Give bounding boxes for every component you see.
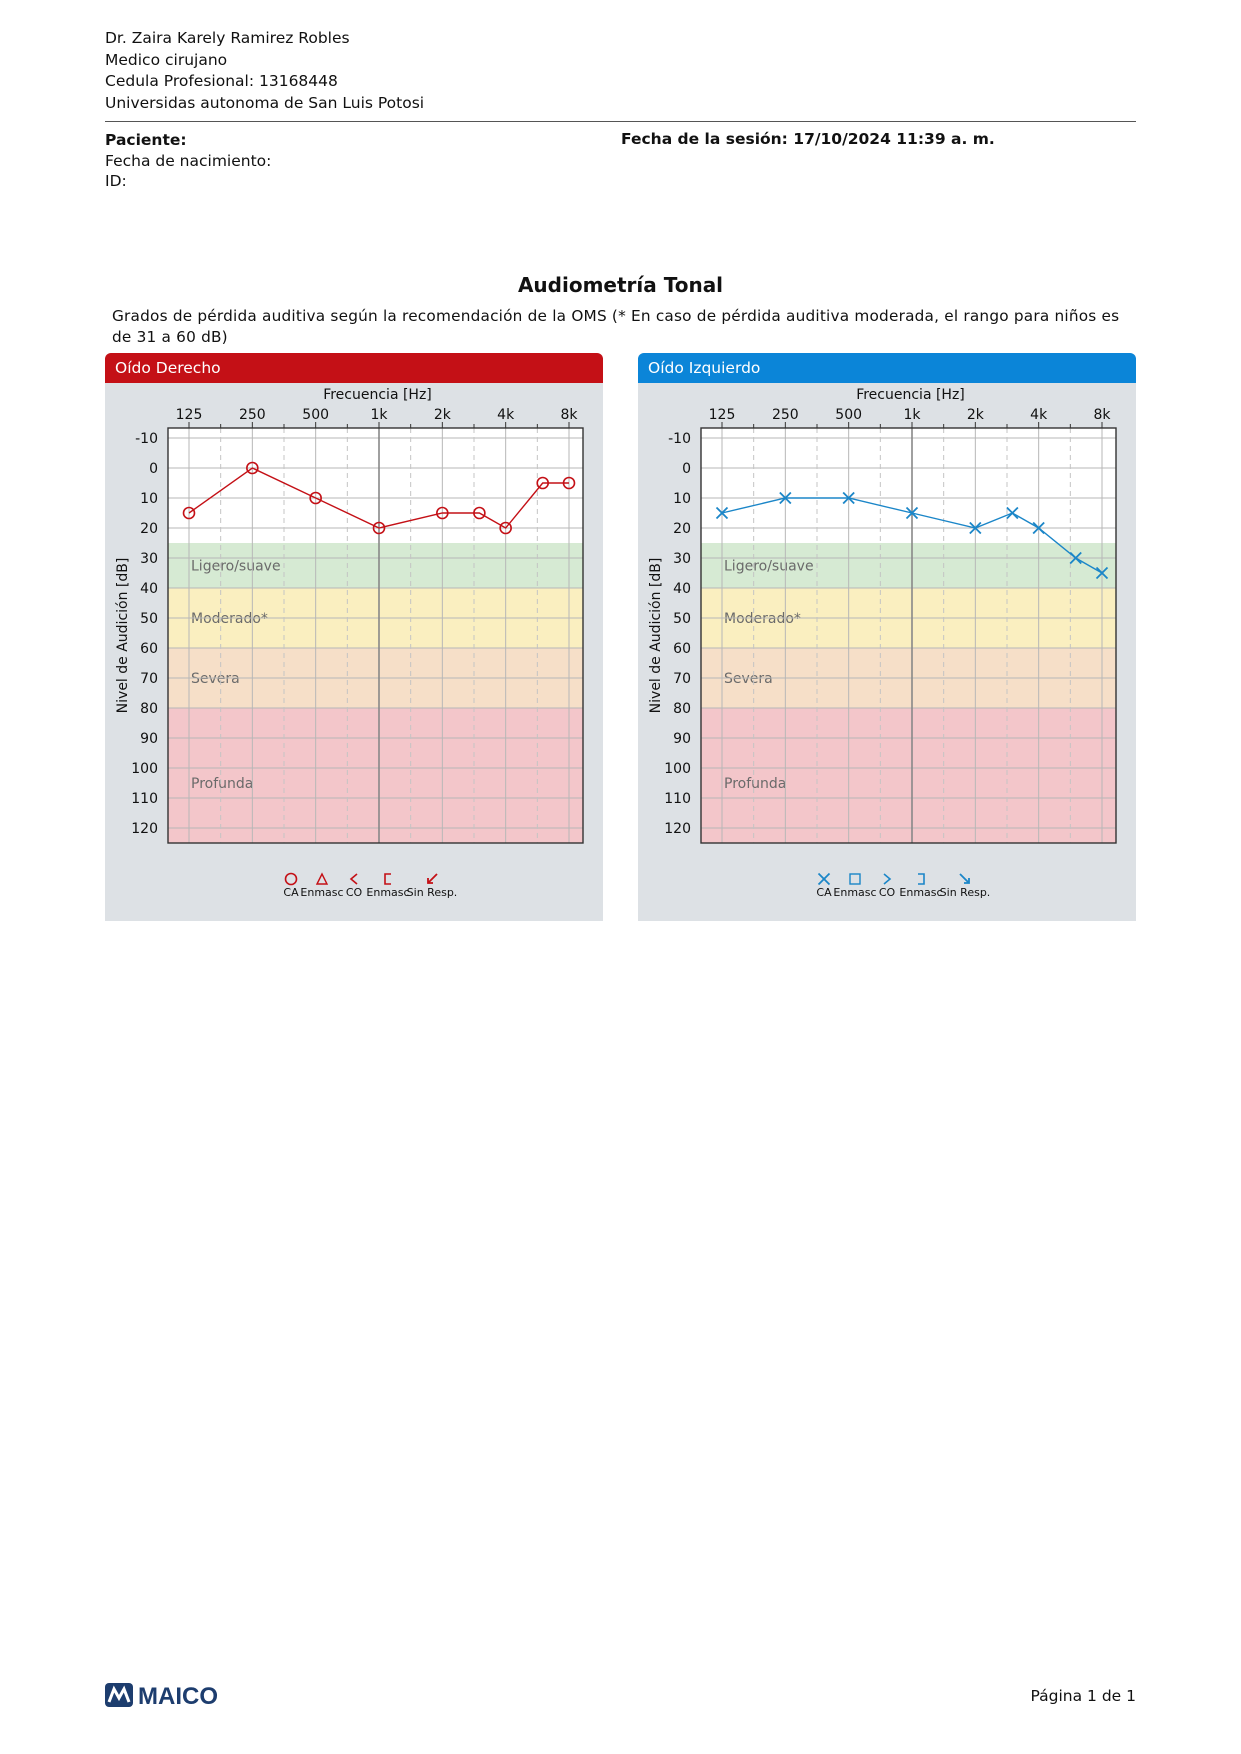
band-label-0: Ligero/suave	[724, 558, 814, 575]
left-ear-title: Oído Izquierdo	[638, 353, 1136, 383]
session-date: Fecha de la sesión: 17/10/2024 11:39 a. m.	[621, 130, 995, 148]
band-label-3: Profunda	[724, 776, 787, 792]
x-tick-label-4: 2k	[433, 407, 451, 423]
doctor-name: Dr. Zaira Karely Ramirez Robles	[105, 29, 350, 47]
legend-label-0: CA	[816, 886, 832, 899]
x-tick-label-3: 1k	[370, 407, 388, 423]
x-tick-label-1: 250	[771, 407, 799, 423]
y-tick-label-0: -10	[668, 431, 691, 447]
legend-symbol-3	[918, 874, 924, 884]
legend-symbol-4	[428, 874, 437, 883]
right-ear-title: Oído Derecho	[105, 353, 603, 383]
y-axis-label: Nivel de Audición [dB]	[115, 557, 131, 714]
y-tick-label-12: 110	[131, 791, 158, 807]
legend-symbol-1	[850, 874, 860, 884]
x-tick-label-2: 500	[835, 407, 863, 423]
x-tick-label-0: 125	[175, 407, 203, 423]
legend-item-0	[283, 874, 299, 900]
report-subtitle: Grados de pérdida auditiva según la recomendación de la OMS (* En caso de pérdida auditiva moderada, el rango para niños es de 31 a 60 dB)	[112, 307, 1120, 346]
y-tick-label-6: 50	[140, 611, 158, 627]
legend-label-3: Enmasc	[899, 886, 943, 899]
y-tick-label-13: 120	[131, 821, 158, 837]
legend-item-2	[879, 874, 896, 899]
legend-item-3	[366, 874, 409, 899]
x-tick-label-3: 1k	[903, 407, 921, 423]
legend-label-4: Sin Resp.	[939, 886, 991, 899]
y-tick-label-2: 10	[140, 491, 158, 507]
x-tick-label-5: 4k	[497, 407, 515, 423]
header-divider	[105, 121, 1136, 122]
x-tick-label-6: 8k	[560, 407, 578, 423]
doctor-university: Universidas autonoma de San Luis Potosi	[105, 93, 425, 112]
legend-symbol-0	[286, 874, 297, 885]
y-tick-label-7: 60	[673, 641, 691, 657]
y-tick-label-10: 90	[140, 731, 158, 747]
report-title: Audiometría Tonal	[517, 273, 724, 297]
band-label-2: Severa	[191, 671, 240, 687]
x-tick-label-0: 125	[708, 407, 736, 423]
y-tick-label-4: 30	[673, 551, 691, 567]
legend-item-1	[300, 874, 343, 899]
y-tick-label-8: 70	[140, 671, 158, 687]
page-number: Página 1 de 1	[1030, 1687, 1136, 1705]
y-axis-label: Nivel de Audición [dB]	[648, 557, 664, 714]
legend-item-2	[346, 874, 363, 899]
y-tick-label-10: 90	[673, 731, 691, 747]
band-label-1: Moderado*	[724, 611, 801, 627]
x-axis-label: Frecuencia [Hz]	[323, 387, 432, 403]
y-tick-label-3: 20	[140, 521, 158, 537]
legend-symbol-1	[317, 874, 327, 884]
doctor-header	[105, 28, 424, 114]
right-ear-audiogram	[105, 383, 603, 921]
birth-date-label: Fecha de nacimiento:	[105, 151, 272, 170]
legend-item-0	[816, 874, 832, 900]
legend-label-2: CO	[878, 886, 896, 899]
band-label-1: Moderado*	[191, 611, 268, 627]
left-ear-audiogram	[638, 383, 1136, 921]
legend-label-2: CO	[345, 886, 363, 899]
y-tick-label-7: 60	[140, 641, 158, 657]
x-tick-label-1: 250	[238, 407, 266, 423]
y-tick-label-3: 20	[673, 521, 691, 537]
id-label: ID:	[105, 172, 127, 190]
legend-label-0: CA	[283, 886, 299, 899]
y-tick-label-4: 30	[140, 551, 158, 567]
legend-label-3: Enmasc	[366, 886, 410, 899]
y-tick-label-1: 0	[682, 461, 691, 477]
patient-info	[105, 130, 271, 192]
y-tick-label-11: 100	[664, 761, 691, 777]
maico-logo-text: MAICO	[138, 1683, 218, 1710]
x-tick-label-4: 2k	[966, 407, 984, 423]
legend-label-4: Sin Resp.	[406, 886, 458, 899]
x-tick-label-2: 500	[302, 407, 330, 423]
x-tick-label-6: 8k	[1093, 407, 1111, 423]
legend-symbol-2	[351, 874, 357, 884]
x-axis-label: Frecuencia [Hz]	[856, 387, 965, 403]
doctor-license: Cedula Profesional: 13168448	[105, 72, 338, 90]
y-tick-label-1: 0	[149, 461, 158, 477]
y-tick-label-11: 100	[131, 761, 158, 777]
legend-item-1	[833, 874, 876, 899]
y-tick-label-9: 80	[140, 701, 158, 717]
band-label-0: Ligero/suave	[191, 558, 281, 575]
y-tick-label-8: 70	[673, 671, 691, 687]
y-tick-label-12: 110	[664, 791, 691, 807]
legend-symbol-0	[819, 874, 830, 885]
y-tick-label-13: 120	[664, 821, 691, 837]
doctor-title: Medico cirujano	[105, 50, 228, 69]
right-ear-panel	[105, 353, 603, 921]
y-tick-label-5: 40	[140, 581, 158, 597]
legend-label-1: Enmasc	[300, 886, 344, 899]
y-tick-label-5: 40	[673, 581, 691, 597]
legend-item-3	[899, 874, 942, 899]
left-ear-panel	[638, 353, 1136, 921]
patient-label: Paciente:	[105, 131, 187, 149]
x-tick-label-5: 4k	[1030, 407, 1048, 423]
legend-label-1: Enmasc	[833, 886, 877, 899]
y-tick-label-9: 80	[673, 701, 691, 717]
y-tick-label-2: 10	[673, 491, 691, 507]
band-label-3: Profunda	[191, 776, 254, 792]
legend-symbol-3	[385, 874, 391, 884]
legend-symbol-2	[884, 874, 890, 884]
legend-item-4	[407, 874, 458, 899]
y-tick-label-0: -10	[135, 431, 158, 447]
y-tick-label-6: 50	[673, 611, 691, 627]
maico-logo	[105, 1680, 255, 1710]
band-label-2: Severa	[724, 671, 773, 687]
legend-item-4	[940, 874, 991, 899]
legend-symbol-4	[960, 874, 969, 883]
